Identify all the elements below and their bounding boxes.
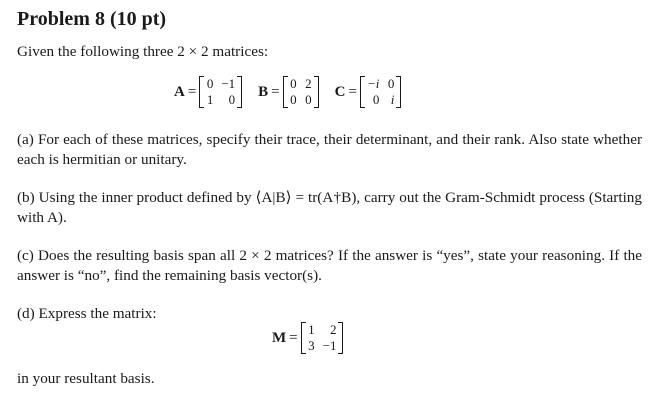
matrix-a: [174, 76, 242, 108]
matrix-m: [272, 322, 343, 354]
matrix-a-equals: =: [187, 83, 197, 100]
matrix-cell: −1: [322, 338, 337, 353]
matrix-cell: 3: [308, 338, 315, 353]
part-b-text: (b) Using the inner product defined by ⟨A|B⟩ = tr(A†B), carry out the Gram-Schmidt process (Starting with A).: [17, 189, 642, 226]
part-d-text: (d) Express the matrix:: [17, 305, 157, 322]
part-c-text: (c) Does the resulting basis span all 2 × 2 matrices? If the answer is “yes”, state your reasoning. If the answer is “no”, find the remaining basis vector(s).: [17, 247, 642, 284]
problem-title: Problem 8 (10 pt): [17, 8, 167, 30]
matrices-row: [174, 76, 401, 108]
matrix-m-equals: =: [289, 329, 298, 346]
matrix-c-grid: [360, 76, 401, 108]
matrix-b-name: B: [258, 83, 269, 100]
right-bracket: [396, 76, 401, 108]
part-a-text: (a) For each of these matrices, specify their trace, their determinant, and their rank. Also state whether each is hermitian or unitary.: [17, 131, 642, 168]
matrix-cell: 2: [305, 76, 312, 91]
matrix-cell: 1: [308, 322, 315, 337]
closing-text: in your resultant basis.: [17, 370, 155, 387]
matrix-a-name: A: [174, 83, 185, 100]
matrix-c: [335, 76, 402, 108]
intro-text: Given the following three 2 × 2 matrices:: [17, 43, 269, 60]
matrix-b-equals: =: [271, 83, 280, 100]
matrix-cell: 0: [387, 76, 395, 91]
matrix-b: [258, 76, 318, 108]
matrix-cell: −1: [221, 76, 236, 91]
matrix-a-grid: [199, 76, 242, 108]
matrix-b-grid: [283, 76, 319, 108]
matrix-cell: 0: [228, 92, 236, 107]
matrix-cell: −i: [366, 76, 380, 91]
matrix-m-grid: [301, 322, 344, 354]
right-bracket: [338, 322, 343, 354]
matrix-cell: i: [390, 92, 395, 107]
matrix-m-name: M: [272, 329, 287, 346]
matrix-c-equals: =: [348, 83, 357, 100]
right-bracket: [237, 76, 242, 108]
matrix-cell: 0: [290, 76, 297, 91]
matrix-cell: 0: [290, 92, 297, 107]
matrix-cell: 0: [305, 92, 312, 107]
matrix-cell: 0: [206, 76, 214, 91]
matrix-c-name: C: [334, 83, 346, 100]
matrix-cell: 0: [372, 92, 380, 107]
matrix-m-row: [272, 322, 343, 354]
matrix-cell: 1: [206, 92, 214, 107]
matrix-cell: 2: [329, 322, 337, 337]
right-bracket: [314, 76, 319, 108]
